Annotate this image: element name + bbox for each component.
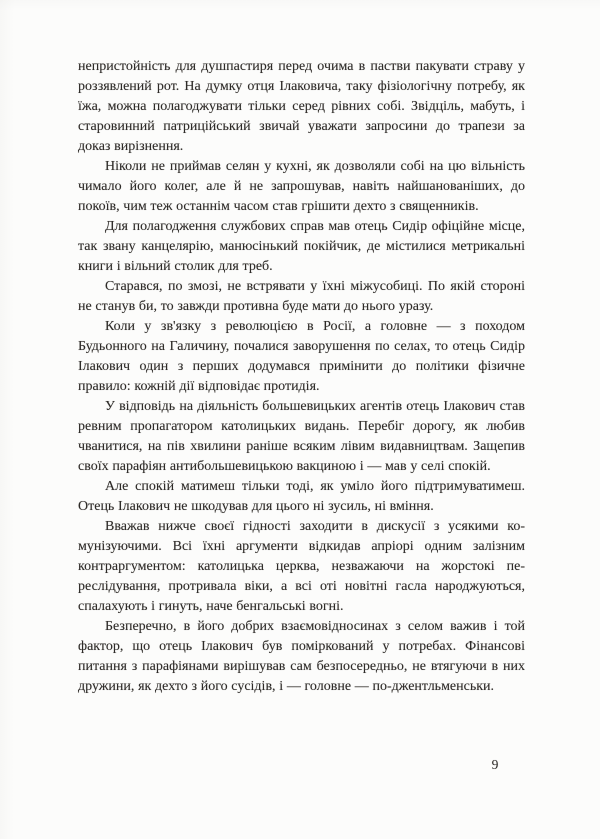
paragraph: Для полагодження службових справ мав отець Сидір офіційне місце, так звану канцелярію, манюсінький покійчик, де містилися метрикальні книги і вільний столик для треб. [78, 219, 525, 274]
paragraph: У відповідь на діяльність большевицьких агентів отець Ілакович став ревним пропагатором католицьких видань. Перебіг дорогу, як любив чванитися, на пів хвилини раніше всяким лівим видавництвам. Защепив своїх парафіян антибольшевицькою вакциною і — мав у селі спокій. [78, 399, 525, 474]
paragraph: Ніколи не приймав селян у кухні, як дозволяли собі на цю вільність чимало його колег, але й не запрошував, навіть найшанованіших, до покоїв, чим теж останнім часом став грішити дехто з священників. [78, 159, 525, 214]
paragraph: Вважав нижче своєї гідності заходити в дискусії з усякими комунізуючими. Всі їхні аргументи відкидав апріорі одним залізним контраргументом: католицька церква, незважаючи на жорстокі переслідування, протривала віки, а всі оті новітні гасла народжуються, спалахують і гинуть, наче бенгальські вогні. [78, 519, 525, 614]
page-text-block [78, 57, 525, 697]
paragraph: непристойність для душпастиря перед очима в пастви пакувати страву у роззявлений рот. На думку отця Ілаковича, таку фізіологічну потребу, як їжа, можна полагоджувати тільки серед рівних собі. Звідціль, мабуть, і старовинний патриційський звичай уважати запросини до трапези за доказ вирізнення. [78, 59, 525, 154]
page-number: 9 [491, 757, 499, 772]
paragraph: Але спокій матимеш тільки тоді, як уміло його підтримуватимеш. Отець Ілакович не шкодував для цього ні зусиль, ні вміння. [78, 479, 525, 514]
paragraph: Старався, по змозі, не встрявати у їхні міжусобиці. По якій стороні не станув би, то завжди противна буде мати до нього уразу. [78, 279, 525, 314]
paragraph: Безперечно, в його добрих взаємовідносинах з селом важив і той фактор, що отець Ілакович був поміркований у потребах. Фінансові питання з парафіянами вирішував сам безпосередньо, не втягуючи в них дружини, як дехто з його сусідів, і — головне — по-джентльменськи. [78, 619, 525, 694]
paragraph: Коли у зв'язку з революцією в Росії, а головне — з походом Будьонного на Галичину, почалися заворушення по селах, то отець Сидір Ілакович один з перших додумався примінити до політики фізичне правило: кожній дії відповідає протидія. [78, 319, 525, 394]
